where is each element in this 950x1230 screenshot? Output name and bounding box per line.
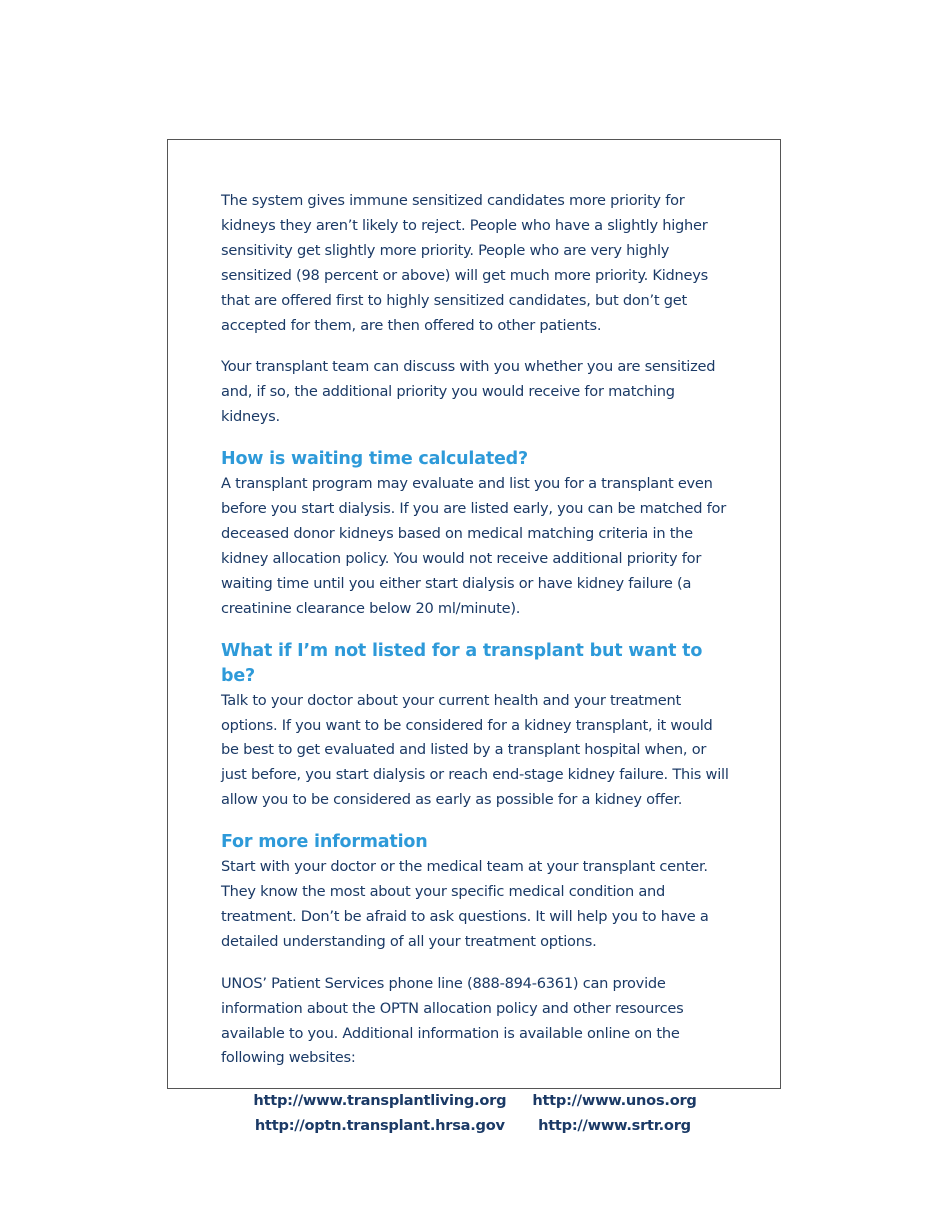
paragraph-patient-services: UNOS’ Patient Services phone line (888-894-6361) can provide information about the OPTN allocation policy and other resources available to you. Additional information is available online on the following websites: (221, 974, 684, 1067)
link-transplantliving[interactable]: http://www.transplantliving.org (253, 1092, 507, 1110)
paragraph-more-information: Start with your doctor or the medical team at your transplant center. They know the most about your specific medical condition and treatment. Don’t be afraid to ask questions. It will help you to have a detailed understanding of all your treatment options. (221, 858, 709, 950)
website-links (221, 1088, 729, 1138)
paragraph-not-listed: Talk to your doctor about your current health and your treatment options. If you want to be considered for a kidney transplant, it would be best to get evaluated and listed by a transplant hospital when, or just before, you start dialysis or reach end-stage kidney failure. This will allow you to be considered as early as possible for a kidney offer. (221, 691, 729, 809)
paragraph-sensitized-priority: The system gives immune sensitized candidates more priority for kidneys they aren’t likely to reject. People who have a slightly higher sensitivity get slightly more priority. People who are very highly sensitized (98 percent or above) will get much more priority. Kidneys that are offered first to highly sensitized candidates, but don’t get accepted for them, are then offered to other patients. (221, 192, 709, 334)
paragraph-waiting-time: A transplant program may evaluate and list you for a transplant even before you start dialysis. If you are listed early, you can be matched for deceased donor kidneys based on medical matching criteria in the kidney allocation policy. You would not receive additional priority for waiting time until you either start dialysis or have kidney failure (a creatinine clearance below 20 ml/minute). (221, 475, 726, 617)
link-srtr[interactable]: http://www.srtr.org (538, 1117, 691, 1135)
heading-not-listed: What if I’m not listed for a transplant but want to be? (221, 640, 703, 686)
heading-more-information: For more information (221, 832, 428, 853)
heading-waiting-time: How is waiting time calculated? (221, 449, 528, 470)
paragraph-transplant-team: Your transplant team can discuss with you whether you are sensitized and, if so, the additional priority you would receive for matching kidneys. (221, 358, 716, 426)
link-optn[interactable]: http://optn.transplant.hrsa.gov (254, 1117, 505, 1135)
document-content (221, 189, 729, 1138)
link-unos[interactable]: http://www.unos.org (532, 1092, 697, 1110)
